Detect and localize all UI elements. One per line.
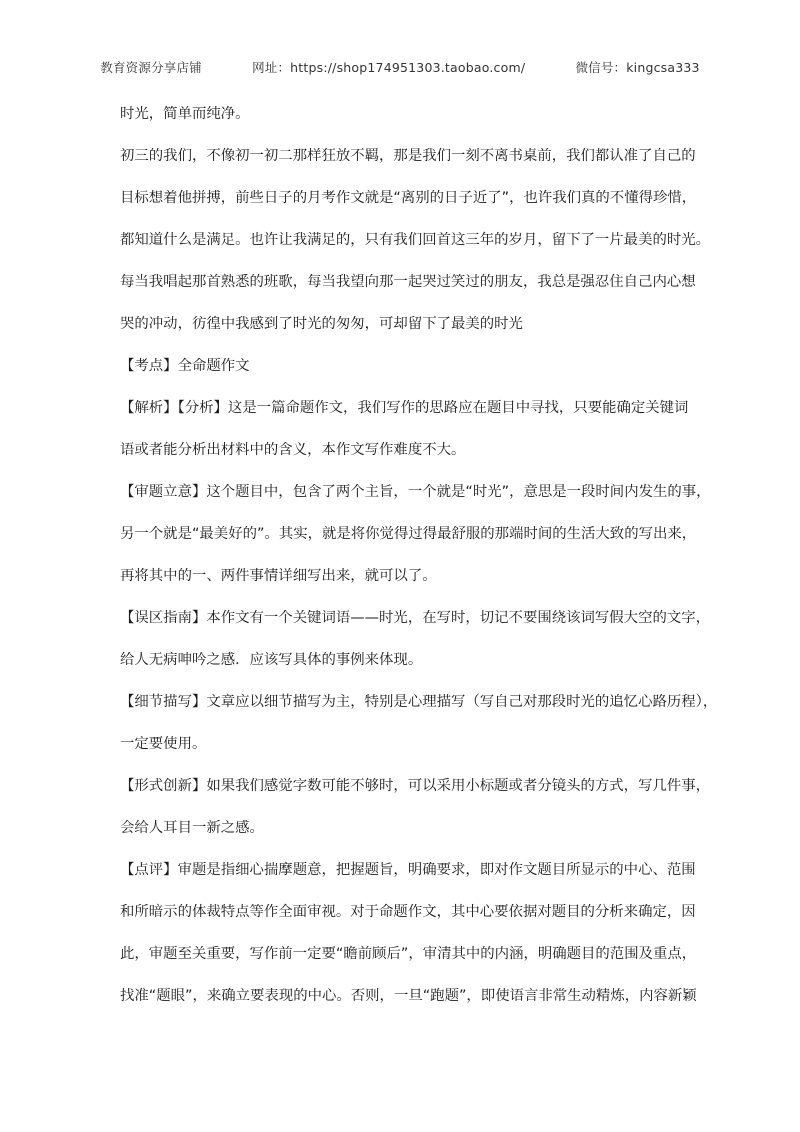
text-line: 【细节描写】文章应以细节描写为主，特别是心理描写（写自己对那段时光的追忆心路历程）， — [120, 694, 718, 710]
text-line: 【考点】全命题作文 — [120, 358, 250, 374]
text-line: 会给人耳目一新之感。 — [120, 820, 264, 836]
document-body — [120, 104, 718, 1028]
text-line: 每当我唱起那首熟悉的班歌，每当我望向那一起哭过笑过的朋友，我总是强忍住自己内心想 — [120, 274, 696, 290]
shop-name: 教育资源分享店铺 — [100, 60, 202, 75]
text-line: 此，审题至关重要，写作前一定要“瞻前顾后”，审清其中的内涵，明确题目的范围及重点， — [120, 946, 697, 962]
text-line: 【解析】【分析】这是一篇命题作文，我们写作的思路应在题目中寻找，只要能确定关键词 — [120, 400, 689, 416]
page-header — [0, 58, 800, 76]
text-line: 找准“题眼”，来确立要表现的中心。否则，一旦“跑题”，即使语言非常生动精炼，内容新颖 — [120, 988, 697, 1004]
text-line: 另一个就是“最美好的”。其实，就是将你觉得过得最舒服的那端时间的生活大致的写出来， — [120, 526, 697, 542]
text-line: 目标想着他拼搏，前些日子的月考作文就是“离别的日子近了”，也许我们真的不懂得珍惜， — [120, 190, 697, 206]
text-line: 一定要使用。 — [120, 736, 207, 752]
text-line: 时光，简单而纯净。 — [120, 106, 250, 122]
wechat-id: 微信号：kingcsa333 — [575, 60, 700, 75]
text-line: 语或者能分析出材料中的含义，本作文写作难度不大。 — [120, 442, 466, 458]
text-line: 初三的我们，不像初一初二那样狂放不羁，那是我们一刻不离书桌前，我们都认准了自己的 — [120, 148, 696, 164]
text-line: 哭的冲动，彷徨中我感到了时光的匆匆，可却留下了最美的时光 — [120, 316, 523, 332]
text-line: 【审题立意】这个题目中，包含了两个主旨，一个就是“时光”，意思是一段时间内发生的事， — [120, 484, 711, 500]
text-line: 给人无病呻吟之感．应该写具体的事例来体现。 — [120, 652, 423, 668]
text-line: 和所暗示的体裁特点等作全面审视。对于命题作文，其中心要依据对题目的分析来确定，因 — [120, 904, 696, 920]
text-line: 【误区指南】本作文有一个关键词语——时光，在写时，切记不要围绕该词写假大空的文字， — [120, 610, 711, 626]
text-line: 【点评】审题是指细心揣摩题意，把握题旨，明确要求，即对作文题目所显示的中心、范围 — [120, 862, 696, 878]
text-line: 都知道什么是满足。也许让我满足的，只有我们回首这三年的岁月，留下了一片最美的时光。 — [120, 232, 711, 248]
text-line: 【形式创新】如果我们感觉字数可能不够时，可以采用小标题或者分镜头的方式，写几件事， — [120, 778, 711, 794]
text-line: 再将其中的一、两件事情详细写出来，就可以了。 — [120, 568, 437, 584]
shop-url: 网址：https://shop174951303.taobao.com/ — [252, 60, 526, 75]
